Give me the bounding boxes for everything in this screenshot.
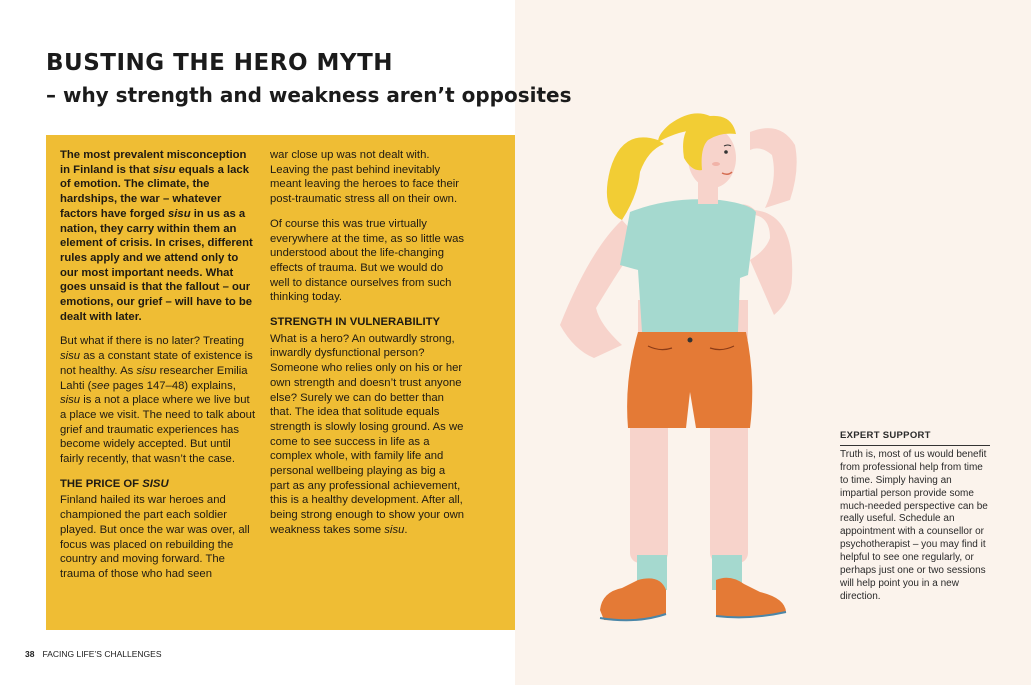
sidebar-title: EXPERT SUPPORT xyxy=(840,430,990,446)
left-shoe xyxy=(600,578,666,620)
body-paragraph: Of course this was true virtually everywhere at the time, as so little was understood about the life-changing effects of trauma. But we would do well to distance ourselves from such thinking today. xyxy=(270,217,465,304)
section-heading-price-of-sisu: THE PRICE OF SISU xyxy=(60,477,169,490)
left-leg xyxy=(630,418,668,563)
page-number: 38 xyxy=(25,649,35,659)
sidebar-body: Truth is, most of us would benefit from professional help from time to time. Simply having an impartial person provide some much-needed perspective can be really useful. Schedule an appointment with a counsellor or psychotherapist – you may find it helpful to see one regularly, or perhaps just one or two sessions will help point you in a new direction. xyxy=(840,448,988,602)
text-column-1 xyxy=(60,148,257,592)
right-leg xyxy=(710,418,748,563)
lead-paragraph: The most prevalent misconception in Finland is that sisu equals a lack of emotion. The climate, the hardships, the war – whatever factors have forged sisu in us as a nation, they carry within them an element of crisis. In crises, different rules apply and we attend only to our most important needs. What goes unsaid is that the fallout – our emotions, our grief – will have to be dealt with later. xyxy=(60,149,253,323)
text-column-2 xyxy=(270,148,465,548)
section-heading-strength-in-vulnerability: STRENGTH IN VULNERABILITY xyxy=(270,316,441,329)
page-footer xyxy=(25,649,162,659)
strong-woman-illustration xyxy=(560,100,800,630)
page-title: BUSTING THE HERO MYTH xyxy=(46,50,394,76)
body-paragraph: What is a hero? An outwardly strong, inwardly dysfunctional person? Someone who relies only on his or her own strength and doesn’t trust anyone else? Surely we can do better than that. The idea that solitude equals strength is slowly losing ground. As we come to see success in life as a complex whole, with family life and personal wellbeing playing as big a part as any professional achievement, this is a healthy development. After all, being strong enough to show your own weakness takes some sisu. xyxy=(270,332,465,536)
body-paragraph: But what if there is no later? Treating sisu as a constant state of existence is not healthy. As sisu researcher Emilia Lahti (see pages 147–48) explains, sisu is a not a place where we live but a place we visit. The need to talk about grief and traumatic experiences has become widely accepted. But until fairly recently, that wasn’t the case. xyxy=(60,335,256,466)
page-subtitle: – why strength and weakness aren’t opposites xyxy=(46,83,572,107)
section-name: FACING LIFE’S CHALLENGES xyxy=(42,649,162,659)
body-paragraph: war close up was not dealt with. Leaving the past behind inevitably meant leaving the heroes to face their post-traumatic stress all on their own. xyxy=(270,149,460,206)
body-paragraph: Finland hailed its war heroes and championed the part each soldier played. But once the war was over, all focus was placed on rebuilding the country and moving forward. The trauma of those who had seen xyxy=(60,494,250,580)
expert-support-sidebar xyxy=(840,430,990,604)
right-shoe xyxy=(716,578,786,618)
